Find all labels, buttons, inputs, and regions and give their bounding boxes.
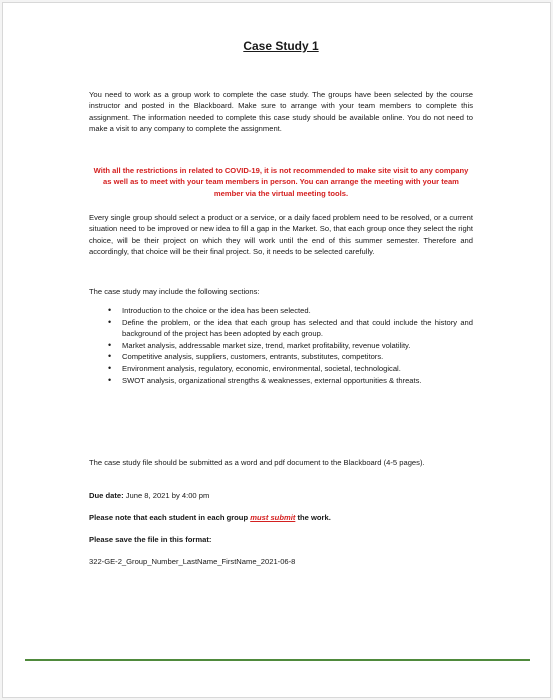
sections-list <box>89 305 473 386</box>
covid-warning: With all the restrictions in related to COVID-19, it is not recommended to make site visit to any company as well as to meet with your team members in person. You can arrange the meeting with your team member via the virtual meeting tools. <box>93 166 469 198</box>
list-item <box>89 375 473 386</box>
due-date-value: June 8, 2021 by 4:00 pm <box>123 491 210 500</box>
file-name-format: 322-GE-2_Group_Number_LastName_FirstName_2021-06-8 <box>89 557 296 566</box>
bullet-icon: • <box>108 363 112 374</box>
note-emphasis: must submit <box>250 513 296 522</box>
due-date <box>89 490 473 501</box>
bullet-icon: • <box>108 305 112 315</box>
list-item <box>89 363 473 374</box>
note-text-before: Please note that each student in each group <box>89 513 251 522</box>
list-item-text: Introduction to the choice or the idea has been selected. <box>122 306 311 315</box>
page-title: Case Study 1 <box>243 39 319 53</box>
list-item <box>89 305 473 316</box>
bullet-icon: • <box>108 351 112 362</box>
list-item-text: SWOT analysis, organizational strengths & weaknesses, external opportunities & threats. <box>122 375 422 385</box>
bullet-icon: • <box>108 316 112 327</box>
submission-paragraph: The case study file should be submitted as a word and pdf document to the Blackboard (4-5 pages). <box>89 458 425 467</box>
due-date-label: Due date: <box>89 491 124 500</box>
list-item <box>89 351 473 362</box>
selection-paragraph: Every single group should select a product or a service, or a daily faced problem need to be resolved, or a current situation need to be improved or new idea to fill a gap in the Market. So, that each group once they select the right choice, will be their project on which they will work until the end of this summer semester. Therefore and accordingly, that choice will be their final project. So, it needs to be selected carefully. <box>89 213 473 256</box>
footer-rule <box>25 659 530 661</box>
intro-paragraph: You need to work as a group work to complete the case study. The groups have been selected by the course instructor and posted in the Blackboard. Make sure to arrange with your team members to complete this assignment. The information needed to complete this case study should be available online. You do not need to make a visit to any company to complete the assignment. <box>89 90 473 133</box>
sections-intro: The case study may include the following sections: <box>89 287 260 296</box>
list-item-text: Competitive analysis, suppliers, customers, entrants, substitutes, competitors. <box>122 352 384 362</box>
save-format-label: Please save the file in this format: <box>89 535 212 544</box>
document-page <box>2 2 551 698</box>
list-item-text: Environment analysis, regulatory, economic, environmental, societal, technological. <box>122 364 401 374</box>
list-item-text: Market analysis, addressable market size, trend, market profitability, revenue volatility. <box>122 340 411 350</box>
submission-note <box>89 512 473 523</box>
bullet-icon: • <box>108 339 112 350</box>
list-item-text: Define the problem, or the idea that each group has selected and that could include the history and background of the project has been adopted by each group. <box>122 317 473 338</box>
list-item <box>89 317 473 340</box>
note-text-after: the work. <box>295 513 331 522</box>
list-item <box>89 340 473 351</box>
bullet-icon: • <box>108 374 112 385</box>
